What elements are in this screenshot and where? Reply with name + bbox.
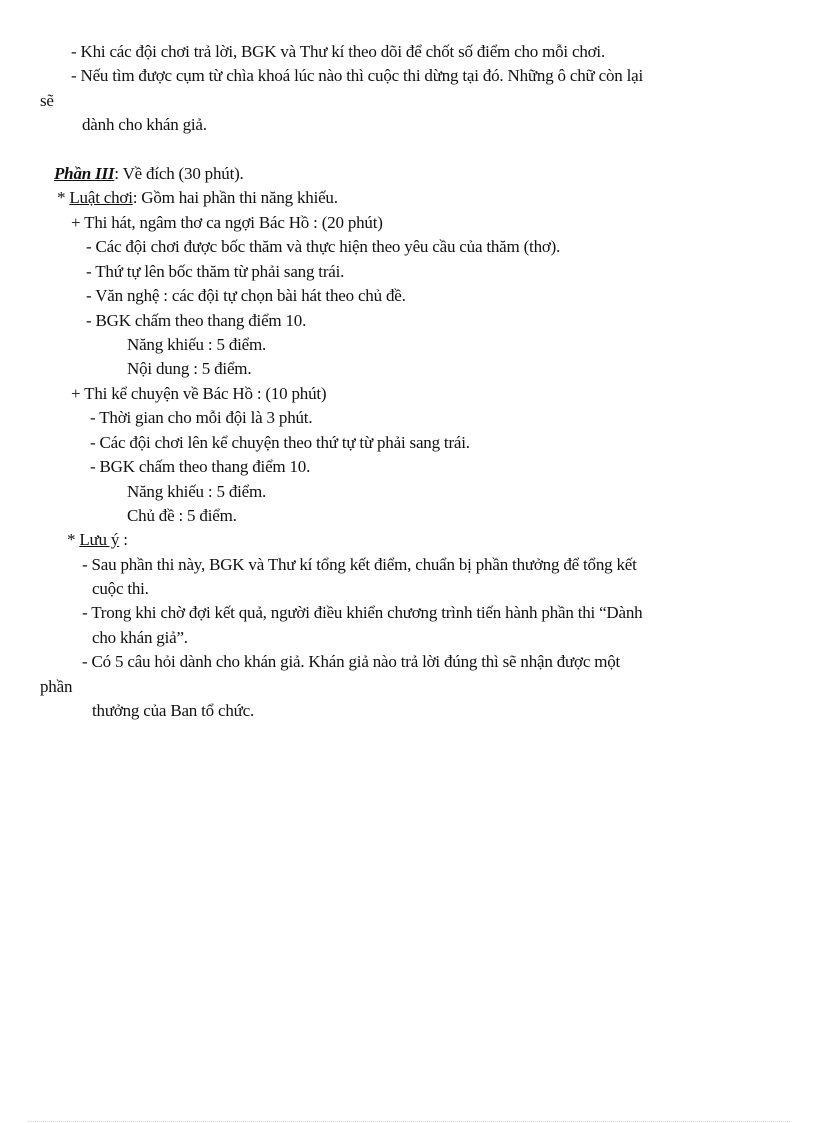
text-line: - Nếu tìm được cụm từ chìa khoá lúc nào thì cuộc thi dừng tại đó. Những ô chữ còn lại [71, 66, 644, 85]
note-line [67, 530, 128, 550]
section-heading-part-3 [54, 164, 244, 184]
text-line: Năng khiếu : 5 điểm. [127, 335, 267, 354]
rules-label: Luật chơi [69, 188, 133, 207]
page-bottom-rule [28, 1121, 790, 1122]
text-line: Năng khiếu : 5 điểm. [127, 482, 267, 501]
text-line: + Thi hát, ngâm thơ ca ngợi Bác Hồ : (20 phút) [71, 213, 383, 232]
text-line: - Có 5 câu hỏi dành cho khán giả. Khán giả nào trả lời đúng thì sẽ nhận được một [82, 652, 621, 671]
bullet-marker: * [57, 188, 70, 207]
text-line: thưởng của Ban tổ chức. [92, 701, 255, 720]
text-line: - Thứ tự lên bốc thăm từ phải sang trái. [86, 262, 345, 281]
text-line: - Khi các đội chơi trả lời, BGK và Thư kí theo dõi để chốt số điểm cho mỗi chơi. [71, 42, 606, 61]
part-3-label: Phần III [54, 164, 115, 183]
text-line: - BGK chấm theo thang điểm 10. [90, 457, 311, 476]
text-line: - Trong khi chờ đợi kết quả, người điều khiển chương trình tiến hành phần thi “Dành [82, 603, 643, 622]
text-line: cuộc thi. [92, 579, 149, 598]
note-label: Lưu ý [79, 530, 120, 549]
text-line: - Các đội chơi lên kể chuyện theo thứ tự từ phải sang trái. [90, 433, 470, 452]
text-line: sẽ [40, 91, 54, 110]
text-line: : Gồm hai phần thi năng khiếu. [132, 188, 338, 207]
text-line: : [123, 530, 128, 549]
text-line: cho khán giả”. [92, 628, 188, 647]
bullet-marker: * [67, 530, 80, 549]
text-line: - Sau phần thi này, BGK và Thư kí tổng kết điểm, chuẩn bị phần thưởng để tổng kết [82, 555, 637, 574]
text-line: - Thời gian cho mỗi đội là 3 phút. [90, 408, 313, 427]
text-line: - Các đội chơi được bốc thăm và thực hiện theo yêu cầu của thăm (thơ). [86, 237, 561, 256]
text-line: Nội dung : 5 điểm. [127, 359, 252, 378]
text-line: - Văn nghệ : các đội tự chọn bài hát theo chủ đề. [86, 286, 406, 305]
text-line: dành cho khán giả. [82, 115, 207, 134]
rules-line [57, 188, 338, 208]
text-line: : Về đích (30 phút). [114, 164, 244, 183]
text-line: + Thi kể chuyện về Bác Hồ : (10 phút) [71, 384, 327, 403]
text-line: Chủ đề : 5 điểm. [127, 506, 237, 525]
text-line: phần [40, 677, 73, 696]
text-line: - BGK chấm theo thang điểm 10. [86, 311, 307, 330]
